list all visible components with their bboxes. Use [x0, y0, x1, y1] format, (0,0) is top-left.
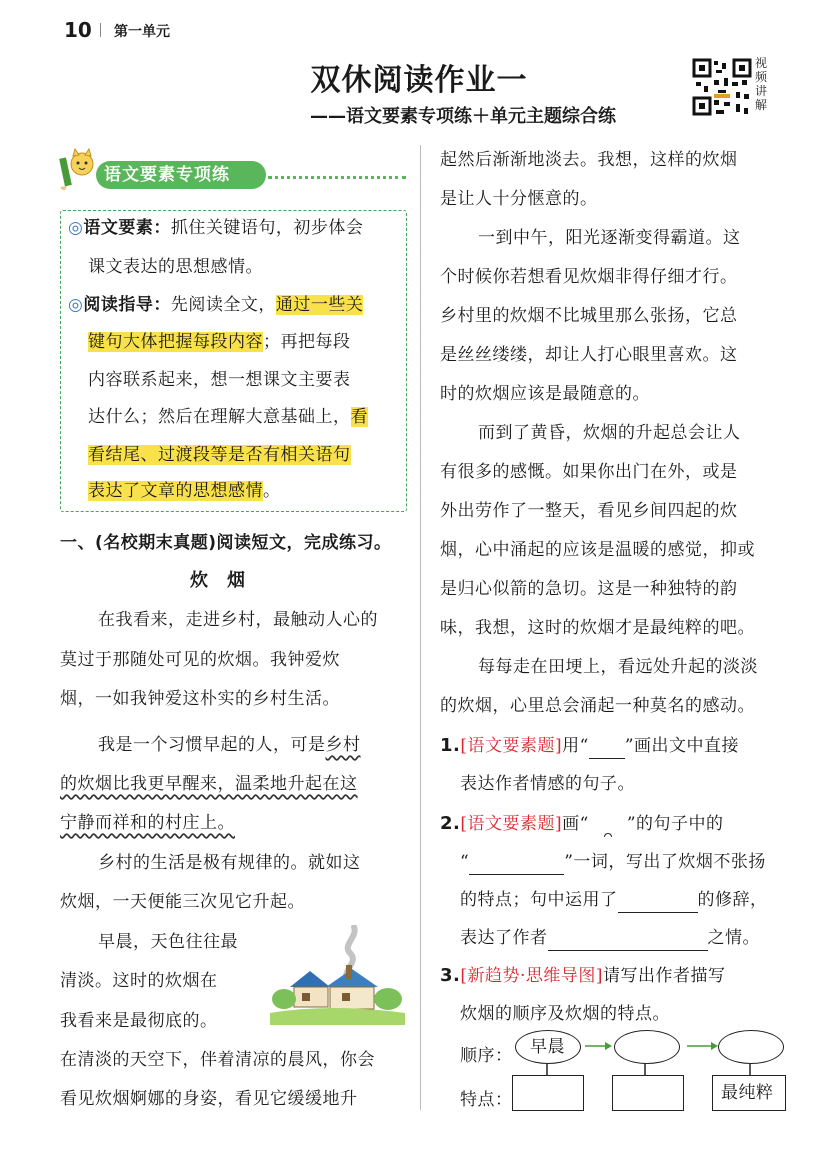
- question-3-line-2: 炊烟的顺序及炊烟的特点。: [460, 1004, 670, 1024]
- question-3: [440, 963, 726, 989]
- answer-blank[interactable]: [618, 892, 698, 913]
- guidance-guide-line-6: [88, 478, 281, 504]
- column-divider: [420, 145, 421, 1110]
- page-number: 10: [64, 18, 92, 42]
- highlight-text: 看结尾、过渡段等是否有相关语句: [88, 445, 351, 465]
- bullet-icon: ◎: [68, 218, 84, 238]
- unit-label: 第一单元: [114, 24, 170, 40]
- page-subtitle: ——语文要素专项练＋单元主题综合练: [310, 106, 616, 127]
- exercise-heading: 一、(名校期末真题)阅读短文，完成练习。: [60, 533, 392, 553]
- wavy-underlined-text: 宁静而祥和的村庄上。: [60, 813, 235, 833]
- article-line: 清淡。这时的炊烟在: [60, 971, 218, 991]
- qr-label-char: 视: [755, 56, 768, 70]
- wavy-underlined-line: 的炊烟比我更早醒来，温柔地升起在这: [60, 774, 358, 794]
- question-number: 2.: [440, 813, 461, 834]
- highlight-text: 键句大体把握每段内容: [88, 332, 263, 352]
- guidance-guide-line-2: [88, 329, 351, 355]
- article-line: 烟，心中涌起的应该是温暖的感觉，抑或: [440, 540, 755, 560]
- question-2-line-3: [460, 887, 768, 913]
- article-line: 看见炊烟婀娜的身姿，看见它缓缓地升: [60, 1089, 358, 1109]
- question-text: “: [460, 852, 470, 872]
- banner-dotted-line: [268, 176, 406, 179]
- question-2-line-2: [460, 849, 766, 875]
- guide-text: 。: [263, 481, 281, 501]
- article-line: 在清淡的天空下，伴着清凉的晨风，你会: [60, 1050, 375, 1070]
- village-smoke-illustration: [270, 925, 405, 1025]
- article-line: 起然后渐渐地淡去。我想，这样的炊烟: [440, 150, 738, 170]
- article-line: 炊烟，一天便能三次见它升起。: [60, 892, 305, 912]
- article-line: 是归心似箭的急切。这是一种独特的韵: [440, 579, 738, 599]
- qr-code-icon[interactable]: [692, 58, 752, 116]
- question-tag: [语文要素题]: [460, 814, 563, 834]
- question-text: 用“: [562, 736, 589, 756]
- element-label: 语文要素：: [83, 218, 171, 238]
- article-line: 在我看来，走进乡村，最触动人心的: [98, 610, 378, 630]
- guidance-guide-line-4: [88, 404, 368, 430]
- article-line: 而到了黄昏，炊烟的升起总会让人: [478, 423, 741, 443]
- question-tag: [语文要素题]: [460, 736, 563, 756]
- guidance-guide-line-3: 内容联系起来，想一想课文主要表: [88, 370, 351, 390]
- article-line: 外出劳作了一整天，看见乡间四起的炊: [440, 501, 738, 521]
- article-line: 个时候你若想看见炊烟非得仔细才行。: [440, 267, 738, 287]
- question-number: 1.: [440, 735, 461, 756]
- qr-label-char: 解: [755, 98, 768, 112]
- article-line: 是丝丝缕缕，却让人打心眼里喜欢。这: [440, 345, 738, 365]
- qr-label: [755, 56, 769, 112]
- article-line: 是让人十分惬意的。: [440, 189, 598, 209]
- wavy-line-sample: [589, 819, 627, 837]
- article-line: 烟，一如我钟爱这朴实的乡村生活。: [60, 689, 340, 709]
- highlight-text: 表达了文章的思想感情: [88, 481, 263, 501]
- guidance-guide-line-5: [88, 442, 351, 468]
- question-text: ”一词，写出了炊烟不张扬: [564, 852, 766, 872]
- guide-text: 先阅读全文，: [170, 295, 276, 315]
- qr-label-char: 频: [755, 70, 768, 84]
- article-line: 时的炊烟应该是最随意的。: [440, 384, 650, 404]
- question-1: [440, 733, 739, 759]
- answer-blank[interactable]: [589, 738, 625, 759]
- bullet-icon: ◎: [68, 295, 84, 315]
- wavy-underlined-text: 乡村: [325, 735, 361, 755]
- article-line: 乡村里的炊烟不比城里那么张扬，它总: [440, 306, 738, 326]
- question-tag: [新趋势·思维导图]: [460, 966, 604, 986]
- mindmap-node-2[interactable]: [614, 1030, 680, 1064]
- article-line: 味，我想，这时的炊烟才是最纯粹的吧。: [440, 618, 755, 638]
- question-text: 的特点；句中运用了: [460, 890, 618, 910]
- question-text: ”画出文中直接: [624, 736, 740, 756]
- page-title: 双休阅读作业一: [310, 63, 528, 98]
- article-line: 乡村的生活是极有规律的。就如这: [98, 853, 361, 873]
- question-1-line-2: 表达作者情感的句子。: [460, 774, 635, 794]
- article-line: 早晨，天色往往最: [98, 932, 238, 952]
- highlight-text: 看: [350, 407, 368, 427]
- element-text: 抓住关键语句，初步体会: [170, 218, 364, 238]
- question-text: 请写出作者描写: [603, 966, 726, 986]
- article-line: 我看来是最彻底的。: [60, 1011, 218, 1031]
- mindmap-node-1: [515, 1030, 581, 1064]
- article-line: 莫过于那随处可见的炊烟。我钟爱炊: [60, 650, 340, 670]
- question-text: 的修辞，: [697, 890, 768, 910]
- highlight-text: 通过一些关: [275, 295, 364, 315]
- question-2: [440, 811, 724, 837]
- answer-blank[interactable]: [469, 854, 564, 875]
- guidance-element-line-1: [68, 215, 363, 241]
- article-line: 有很多的感慨。如果你出门在外，或是: [440, 462, 738, 482]
- article-line: [98, 732, 361, 758]
- feature-label: 特点：: [460, 1090, 513, 1110]
- question-text: 画“: [562, 814, 589, 834]
- feature-box-3: [712, 1075, 786, 1111]
- guide-text: 达什么；然后在理解大意基础上，: [88, 407, 351, 427]
- question-number: 3.: [440, 965, 461, 986]
- qr-label-char: 讲: [755, 84, 768, 98]
- answer-blank[interactable]: [548, 930, 708, 951]
- feature-box-2[interactable]: [612, 1075, 684, 1111]
- article-line: 一到中午，阳光逐渐变得霸道。这: [478, 228, 741, 248]
- question-text: ”的句子中的: [626, 814, 724, 834]
- article-line: 每每走在田埂上，看远处升起的淡淡: [478, 657, 758, 677]
- article-title: 炊 烟: [190, 570, 246, 591]
- feature-text: 最纯粹: [721, 1083, 774, 1103]
- mindmap-node-3[interactable]: [718, 1030, 784, 1064]
- section-banner: 语文要素专项练: [96, 161, 266, 189]
- pencil-cat-icon: [58, 148, 98, 190]
- question-text: 表达了作者: [460, 928, 548, 948]
- article-line: 的炊烟，心里总会涌起一种莫名的感动。: [440, 696, 755, 716]
- order-label: 顺序：: [460, 1046, 513, 1066]
- feature-box-1[interactable]: [512, 1075, 584, 1111]
- mindmap-node-text: 早晨: [530, 1037, 565, 1057]
- article-line: [60, 810, 235, 836]
- guidance-element-line-2: 课文表达的思想感情。: [88, 257, 263, 277]
- guidance-guide-line-1: [68, 292, 363, 318]
- question-2-line-4: [460, 925, 760, 951]
- header-divider: [100, 23, 101, 37]
- article-text: 我是一个习惯早起的人，可是: [98, 735, 326, 755]
- guide-label: 阅读指导：: [83, 295, 171, 315]
- question-text: 之情。: [707, 928, 760, 948]
- guide-text: ；再把每段: [263, 332, 351, 352]
